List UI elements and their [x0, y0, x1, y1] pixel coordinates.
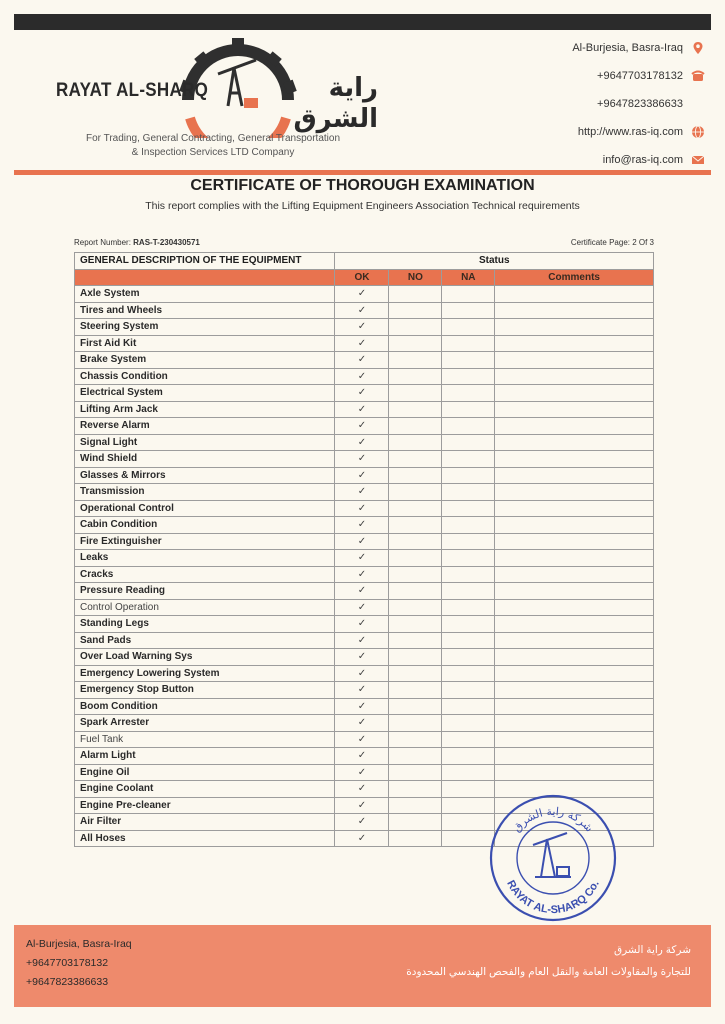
- contact-phone1-row: [572, 62, 705, 90]
- no-cell: [389, 550, 442, 567]
- ok-check-cell: ✓: [335, 764, 389, 781]
- na-cell: [442, 764, 495, 781]
- equipment-item: Cabin Condition: [75, 517, 335, 534]
- equipment-item: Engine Pre-cleaner: [75, 797, 335, 814]
- equipment-item: Operational Control: [75, 500, 335, 517]
- equipment-item: Control Operation: [75, 599, 335, 616]
- no-cell: [389, 599, 442, 616]
- table-row: [75, 352, 654, 369]
- na-cell: [442, 550, 495, 567]
- equipment-item: All Hoses: [75, 830, 335, 847]
- comments-cell: [495, 517, 654, 534]
- equipment-item: Cracks: [75, 566, 335, 583]
- no-cell: [389, 451, 442, 468]
- ok-check-cell: ✓: [335, 319, 389, 336]
- comments-cell: [495, 764, 654, 781]
- na-cell: [442, 319, 495, 336]
- na-cell: [442, 566, 495, 583]
- footer-services-ar: للتجارة والمقاولات العامة والنقل العام والفحص الهندسي المحدودة: [406, 966, 691, 978]
- ok-check-cell: ✓: [335, 649, 389, 666]
- no-cell: [389, 533, 442, 550]
- table-row: [75, 319, 654, 336]
- spacer-icon: [691, 97, 705, 111]
- report-number: [74, 238, 200, 247]
- na-cell: [442, 401, 495, 418]
- na-cell: [442, 731, 495, 748]
- company-stamp: [487, 793, 619, 923]
- table-row: [75, 566, 654, 583]
- no-cell: [389, 698, 442, 715]
- equipment-item: First Aid Kit: [75, 335, 335, 352]
- na-cell: [442, 500, 495, 517]
- comments-cell: [495, 533, 654, 550]
- equipment-item: Over Load Warning Sys: [75, 649, 335, 666]
- company-tagline: [48, 132, 378, 160]
- ok-check-cell: ✓: [335, 781, 389, 798]
- equipment-item: Emergency Lowering System: [75, 665, 335, 682]
- ok-check-cell: ✓: [335, 814, 389, 831]
- na-cell: [442, 682, 495, 699]
- no-cell: [389, 401, 442, 418]
- envelope-icon: [691, 153, 705, 167]
- comments-cell: [495, 302, 654, 319]
- na-cell: [442, 649, 495, 666]
- comments-cell: [495, 451, 654, 468]
- equipment-item: Boom Condition: [75, 698, 335, 715]
- table-row: [75, 335, 654, 352]
- na-cell: [442, 665, 495, 682]
- table-row: [75, 764, 654, 781]
- comments-cell: [495, 401, 654, 418]
- equipment-item: Lifting Arm Jack: [75, 401, 335, 418]
- table-row: [75, 665, 654, 682]
- ok-check-cell: ✓: [335, 434, 389, 451]
- ok-check-cell: ✓: [335, 698, 389, 715]
- ok-check-cell: ✓: [335, 352, 389, 369]
- comments-cell: [495, 632, 654, 649]
- na-cell: [442, 451, 495, 468]
- equipment-item: Pressure Reading: [75, 583, 335, 600]
- contact-info: [572, 34, 705, 174]
- comments-cell: [495, 550, 654, 567]
- brand-name-arabic: راية الشرق: [293, 72, 378, 133]
- contact-address-row: [572, 34, 705, 62]
- na-cell: [442, 698, 495, 715]
- no-cell: [389, 368, 442, 385]
- certificate-title: CERTIFICATE OF THOROUGH EXAMINATION: [190, 177, 535, 194]
- equipment-item: Transmission: [75, 484, 335, 501]
- ok-check-cell: ✓: [335, 715, 389, 732]
- equipment-item: Chassis Condition: [75, 368, 335, 385]
- equipment-item: Engine Coolant: [75, 781, 335, 798]
- certificate-subtitle: This report complies with the Lifting Equipment Engineers Association Technical requirements: [145, 200, 580, 212]
- equipment-item: Leaks: [75, 550, 335, 567]
- table-row: [75, 682, 654, 699]
- comments-cell: [495, 698, 654, 715]
- na-cell: [442, 286, 495, 303]
- ok-check-cell: ✓: [335, 583, 389, 600]
- table-row: [75, 302, 654, 319]
- column-comments: Comments: [495, 269, 654, 286]
- table-row: [75, 368, 654, 385]
- comments-cell: [495, 286, 654, 303]
- ok-check-cell: ✓: [335, 748, 389, 765]
- table-header-row: [75, 253, 654, 270]
- contact-website-row: [572, 118, 705, 146]
- ok-check-cell: ✓: [335, 286, 389, 303]
- brand-name-english: RAYAT AL-SHARQ: [56, 78, 209, 101]
- location-pin-icon: [691, 41, 705, 55]
- ok-check-cell: ✓: [335, 682, 389, 699]
- no-cell: [389, 665, 442, 682]
- equipment-item: Signal Light: [75, 434, 335, 451]
- no-cell: [389, 335, 442, 352]
- footer-company-name-ar: شركة راية الشرق: [613, 944, 691, 956]
- footer-phone-2[interactable]: +9647823386633: [26, 976, 109, 988]
- contact-phone2-row: [572, 90, 705, 118]
- table-row: [75, 434, 654, 451]
- inspection-table: [74, 252, 654, 847]
- na-cell: [442, 434, 495, 451]
- ok-check-cell: ✓: [335, 731, 389, 748]
- company-logo: [48, 36, 378, 166]
- no-cell: [389, 830, 442, 847]
- no-cell: [389, 352, 442, 369]
- table-row: [75, 632, 654, 649]
- table-row: [75, 715, 654, 732]
- contact-phone-2[interactable]: +9647823386633: [597, 98, 683, 110]
- column-ok: OK: [335, 269, 389, 286]
- ok-check-cell: ✓: [335, 302, 389, 319]
- footer-company-arabic: [406, 939, 691, 983]
- table-row: [75, 517, 654, 534]
- ok-check-cell: ✓: [335, 533, 389, 550]
- no-cell: [389, 682, 442, 699]
- comments-cell: [495, 385, 654, 402]
- na-cell: [442, 368, 495, 385]
- comments-cell: [495, 467, 654, 484]
- no-cell: [389, 764, 442, 781]
- equipment-item: Steering System: [75, 319, 335, 336]
- comments-cell: [495, 434, 654, 451]
- no-cell: [389, 797, 442, 814]
- na-cell: [442, 632, 495, 649]
- na-cell: [442, 302, 495, 319]
- equipment-item: Glasses & Mirrors: [75, 467, 335, 484]
- comments-cell: [495, 319, 654, 336]
- comments-cell: [495, 682, 654, 699]
- tagline-line-2: & Inspection Services LTD Company: [131, 147, 295, 158]
- ok-check-cell: ✓: [335, 467, 389, 484]
- table-row: [75, 484, 654, 501]
- comments-cell: [495, 484, 654, 501]
- na-cell: [442, 385, 495, 402]
- ok-check-cell: ✓: [335, 401, 389, 418]
- na-cell: [442, 467, 495, 484]
- ok-check-cell: ✓: [335, 418, 389, 435]
- na-cell: [442, 715, 495, 732]
- ok-check-cell: ✓: [335, 830, 389, 847]
- equipment-item: Alarm Light: [75, 748, 335, 765]
- equipment-item: Fuel Tank: [75, 731, 335, 748]
- contact-address: Al-Burjesia, Basra-Iraq: [572, 42, 683, 54]
- na-cell: [442, 616, 495, 633]
- table-row: [75, 401, 654, 418]
- no-cell: [389, 566, 442, 583]
- no-cell: [389, 484, 442, 501]
- footer-contact: [26, 935, 132, 992]
- table-row: [75, 500, 654, 517]
- equipment-item: Sand Pads: [75, 632, 335, 649]
- table-row: [75, 649, 654, 666]
- certificate-page: Certificate Page: 2 Of 3: [570, 238, 654, 247]
- na-cell: [442, 533, 495, 550]
- comments-cell: [495, 368, 654, 385]
- no-cell: [389, 434, 442, 451]
- status-header: Status: [335, 253, 654, 270]
- footer-phone-1[interactable]: +9647703178132: [26, 957, 109, 969]
- ok-check-cell: ✓: [335, 599, 389, 616]
- description-header: GENERAL DESCRIPTION OF THE EQUIPMENT: [75, 253, 335, 270]
- ok-check-cell: ✓: [335, 517, 389, 534]
- footer-address: Al-Burjesia, Basra-Iraq: [26, 938, 132, 950]
- no-cell: [389, 632, 442, 649]
- comments-cell: [495, 335, 654, 352]
- comments-cell: [495, 566, 654, 583]
- equipment-item: Axle System: [75, 286, 335, 303]
- no-cell: [389, 616, 442, 633]
- equipment-item: Air Filter: [75, 814, 335, 831]
- column-no: NO: [389, 269, 442, 286]
- no-cell: [389, 583, 442, 600]
- na-cell: [442, 352, 495, 369]
- column-na: NA: [442, 269, 495, 286]
- ok-check-cell: ✓: [335, 616, 389, 633]
- equipment-item: Reverse Alarm: [75, 418, 335, 435]
- comments-cell: [495, 748, 654, 765]
- comments-cell: [495, 616, 654, 633]
- no-cell: [389, 500, 442, 517]
- phone-icon: [691, 69, 705, 83]
- na-cell: [442, 599, 495, 616]
- ok-check-cell: ✓: [335, 566, 389, 583]
- table-row: [75, 698, 654, 715]
- table-row: [75, 731, 654, 748]
- na-cell: [442, 583, 495, 600]
- equipment-item: Engine Oil: [75, 764, 335, 781]
- comments-cell: [495, 715, 654, 732]
- ok-check-cell: ✓: [335, 665, 389, 682]
- contact-website[interactable]: http://www.ras-iq.com: [577, 126, 683, 138]
- no-cell: [389, 467, 442, 484]
- table-row: [75, 550, 654, 567]
- table-row: [75, 467, 654, 484]
- table-row: [75, 533, 654, 550]
- comments-cell: [495, 649, 654, 666]
- tagline-line-1: For Trading, General Contracting, General Transportation: [85, 133, 341, 144]
- equipment-item: Emergency Stop Button: [75, 682, 335, 699]
- no-cell: [389, 418, 442, 435]
- na-cell: [442, 484, 495, 501]
- no-cell: [389, 715, 442, 732]
- ok-check-cell: ✓: [335, 385, 389, 402]
- table-row: [75, 286, 654, 303]
- equipment-item: Tires and Wheels: [75, 302, 335, 319]
- comments-cell: [495, 665, 654, 682]
- ok-check-cell: ✓: [335, 550, 389, 567]
- ok-check-cell: ✓: [335, 335, 389, 352]
- report-number-value: RAS-T-230430571: [133, 238, 200, 247]
- ok-check-cell: ✓: [335, 797, 389, 814]
- ok-check-cell: ✓: [335, 368, 389, 385]
- status-columns-row: [75, 269, 654, 286]
- equipment-item: Spark Arrester: [75, 715, 335, 732]
- comments-cell: [495, 500, 654, 517]
- ok-check-cell: ✓: [335, 484, 389, 501]
- table-row: [75, 583, 654, 600]
- contact-phone-1[interactable]: +9647703178132: [597, 70, 683, 82]
- stamp-arabic-text: شركة راية الشرق: [510, 804, 596, 835]
- top-bar: [14, 14, 711, 30]
- globe-icon: [691, 125, 705, 139]
- na-cell: [442, 517, 495, 534]
- no-cell: [389, 781, 442, 798]
- no-cell: [389, 302, 442, 319]
- comments-cell: [495, 599, 654, 616]
- table-row: [75, 451, 654, 468]
- stamp-english-text: RAYAT AL-SHARQ Co.: [504, 878, 602, 917]
- table-row: [75, 616, 654, 633]
- equipment-item: Fire Extinguisher: [75, 533, 335, 550]
- stamp-derrick-icon: [533, 833, 571, 877]
- table-row: [75, 418, 654, 435]
- ok-check-cell: ✓: [335, 500, 389, 517]
- table-row: [75, 748, 654, 765]
- description-column-blank: [75, 269, 335, 286]
- equipment-item: Electrical System: [75, 385, 335, 402]
- na-cell: [442, 748, 495, 765]
- na-cell: [442, 335, 495, 352]
- no-cell: [389, 748, 442, 765]
- table-row: [75, 385, 654, 402]
- no-cell: [389, 385, 442, 402]
- comments-cell: [495, 731, 654, 748]
- no-cell: [389, 731, 442, 748]
- no-cell: [389, 814, 442, 831]
- equipment-item: Brake System: [75, 352, 335, 369]
- footer: [14, 925, 711, 1007]
- report-number-label: Report Number:: [74, 238, 131, 247]
- no-cell: [389, 517, 442, 534]
- ok-check-cell: ✓: [335, 451, 389, 468]
- no-cell: [389, 319, 442, 336]
- equipment-item: Wind Shield: [75, 451, 335, 468]
- header-divider: [14, 170, 711, 175]
- ok-check-cell: ✓: [335, 632, 389, 649]
- equipment-item: Standing Legs: [75, 616, 335, 633]
- comments-cell: [495, 418, 654, 435]
- table-row: [75, 599, 654, 616]
- no-cell: [389, 286, 442, 303]
- table-body: [75, 286, 654, 847]
- contact-email[interactable]: info@ras-iq.com: [602, 154, 683, 166]
- na-cell: [442, 418, 495, 435]
- comments-cell: [495, 583, 654, 600]
- comments-cell: [495, 352, 654, 369]
- no-cell: [389, 649, 442, 666]
